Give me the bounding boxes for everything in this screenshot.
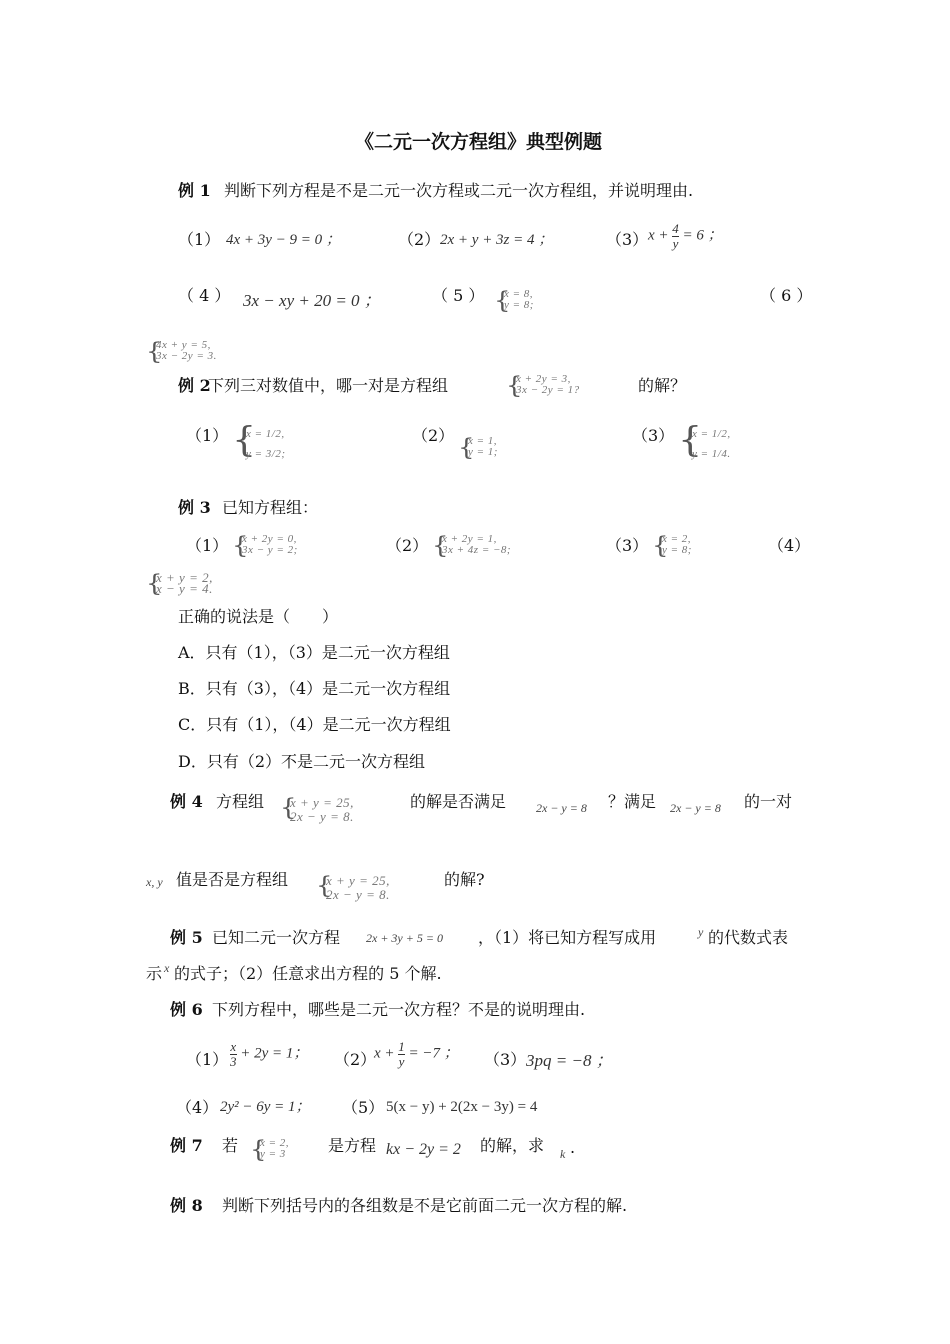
sys-row: y = 1/4.	[692, 448, 731, 460]
brace-icon: {	[652, 532, 669, 560]
sys-row: x = 1,	[468, 435, 498, 447]
ex2-text-after: 的解？	[638, 376, 687, 395]
brace-icon: {	[316, 872, 333, 900]
ex7-t1: 若	[222, 1136, 239, 1155]
sys-row: y = 8;	[504, 299, 534, 311]
ex6-i1-post: + 2y = 1；	[240, 1045, 309, 1062]
ex3-item4-num: （4）	[768, 536, 811, 555]
sys-row: x − y = 4.	[156, 581, 213, 596]
ex1-item3-pre: x +	[648, 227, 669, 244]
ex1-label: 例 1	[178, 181, 211, 200]
ex8-label: 例 8	[170, 1196, 203, 1215]
ex3-choice-d: D．只有（2）不是二元一次方程组	[178, 752, 426, 771]
ex3-choice-a: A．只有（1），（3）是二元一次方程组	[178, 643, 450, 662]
brace-icon: {	[506, 372, 523, 400]
sys-row: x = 1/2,	[692, 428, 731, 440]
ex3-item3-num: （3）	[606, 536, 649, 555]
brace-icon: {	[250, 1136, 267, 1164]
frac-den: 3	[230, 1053, 237, 1069]
brace-icon: {	[146, 338, 163, 366]
ex5-var-y: y	[698, 925, 704, 939]
sys-row: x + y = 2,	[156, 570, 213, 585]
ex1-item4-expr: 3x − xy + 20 = 0 ；	[243, 291, 381, 310]
ex4-t4: 的一对	[744, 792, 793, 811]
ex5-t3: 的代数式表	[708, 928, 789, 947]
ex3-choice-b: B．只有（3），（4）是二元一次方程组	[178, 679, 451, 698]
ex6-i3-num: （3）	[484, 1050, 527, 1069]
ex7-t3: 的解，求	[480, 1136, 545, 1155]
sys-row: 3x + 4z = −8;	[442, 544, 512, 556]
ex1-item5-num: （ 5 ）	[432, 286, 485, 305]
ex4-eq: 2x − y = 8	[536, 801, 587, 815]
sys-row: y = 8;	[662, 544, 692, 556]
sys-row: 2x − y = 8.	[290, 809, 354, 824]
ex4-t6: 的解?	[444, 870, 485, 889]
ex3-choice-c: C．只有（1），（4）是二元一次方程组	[178, 715, 451, 734]
sys-row: 4x + y = 5,	[156, 339, 211, 351]
sys-row: x = 8,	[504, 288, 534, 300]
ex6-i2-fraction	[398, 1040, 405, 1068]
ex3-item2-num: （2）	[386, 536, 429, 555]
ex6-i2-post: = −7 ；	[408, 1045, 459, 1062]
sys-row: x + y = 25,	[326, 873, 390, 888]
ex7-eq: kx − 2y = 2	[386, 1141, 461, 1158]
ex5-t2: ，（1）将已知方程写成用	[478, 928, 657, 947]
ex6-i2-expr	[374, 1040, 459, 1068]
ex2-label: 例 2	[178, 376, 211, 395]
ex4-xy: x, y	[146, 875, 163, 889]
ex6-i4-num: （4）	[176, 1098, 219, 1117]
ex6-label: 例 6	[170, 1000, 203, 1019]
frac-den: y	[398, 1053, 405, 1069]
ex1-text: 判断下列方程是不是二元一次方程或二元一次方程组，并说明理由.	[224, 181, 694, 200]
sys-row: x + 2y = 1,	[442, 533, 497, 545]
ex2-opt3-num: （3）	[632, 426, 675, 445]
frac-num: 4	[672, 221, 679, 236]
ex2-opt2-num: （2）	[412, 426, 455, 445]
ex1-item2-expr: 2x + y + 3z = 4 ；	[440, 232, 554, 248]
sys-row: y = 3	[260, 1148, 286, 1160]
sys-row: x + 2y = 0,	[242, 533, 297, 545]
brace-icon: {	[232, 420, 257, 460]
ex5-t4: 示	[146, 964, 163, 983]
frac-num: x	[230, 1039, 237, 1054]
sys-row: y = 1;	[468, 446, 498, 458]
ex6-i1-num: （1）	[186, 1050, 229, 1069]
sys-row: x + y = 25,	[290, 795, 354, 810]
ex7-t4: .	[570, 1138, 576, 1157]
sys-row: 3x − y = 2;	[242, 544, 298, 556]
ex4-t3: ？满足	[608, 792, 657, 811]
sys-row: y = 3/2;	[246, 448, 286, 460]
frac-den: y	[672, 235, 679, 251]
ex6-i4-expr: 2y² − 6y = 1；	[220, 1099, 311, 1115]
ex4-label: 例 4	[170, 792, 203, 811]
sys-row: 3x − 2y = 1?	[516, 384, 580, 396]
brace-icon: {	[458, 434, 475, 462]
ex4-eq-repeat: 2x − y = 8	[670, 801, 721, 815]
ex3-label: 例 3	[178, 498, 211, 517]
ex1-item3-fraction	[672, 222, 679, 250]
brace-icon: {	[494, 287, 511, 315]
sys-row: x = 2,	[260, 1137, 290, 1149]
ex5-t5: 的式子；（2）任意求出方程的 5 个解.	[174, 964, 442, 983]
ex6-i5-num: （5）	[342, 1098, 385, 1117]
sys-row: 3x − 2y = 3.	[156, 350, 217, 362]
brace-icon: {	[432, 532, 449, 560]
sys-row: 2x − y = 8.	[326, 887, 390, 902]
sys-row: x + 2y = 3,	[516, 373, 571, 385]
ex5-eq: 2x + 3y + 5 = 0	[366, 931, 443, 945]
ex7-label: 例 7	[170, 1136, 203, 1155]
ex6-i1-expr	[230, 1040, 308, 1068]
sys-row: x = 2,	[662, 533, 692, 545]
ex1-item1-num: （1）	[178, 230, 221, 249]
ex1-item4-num: （ 4 ）	[178, 286, 231, 305]
ex6-i2-pre: x +	[374, 1045, 395, 1062]
ex6-i1-fraction	[230, 1040, 237, 1068]
ex6-text: 下列方程中，哪些是二元一次方程？不是的说明理由.	[212, 1000, 586, 1019]
ex1-item3-expr	[648, 222, 723, 250]
ex5-var-x: x	[164, 961, 170, 975]
ex1-item3-num: （3）	[606, 230, 649, 249]
ex1-item2-num: （2）	[398, 230, 441, 249]
ex5-t1: 已知二元一次方程	[212, 928, 341, 947]
ex3-item1-num: （1）	[186, 536, 229, 555]
brace-icon: {	[678, 420, 703, 460]
ex1-item1-expr: 4x + 3y − 9 = 0 ；	[226, 232, 341, 248]
ex6-i2-num: （2）	[334, 1050, 377, 1069]
ex3-question: 正确的说法是（ ）	[178, 607, 339, 626]
ex4-t2: 的解是否满足	[410, 792, 507, 811]
ex6-i3-expr: 3pq = −8 ；	[526, 1051, 613, 1070]
ex7-var-k: k	[560, 1147, 566, 1161]
ex2-text-before: 下列三对数值中，哪一对是方程组	[208, 376, 449, 395]
ex8-text: 判断下列括号内的各组数是不是它前面二元一次方程的解.	[222, 1196, 628, 1215]
page-title: 《二元一次方程组》典型例题	[355, 131, 603, 153]
brace-icon: {	[146, 570, 163, 598]
ex3-text: 已知方程组：	[222, 498, 319, 517]
ex1-item3-post: = 6 ；	[682, 227, 723, 244]
ex7-t2: 是方程	[328, 1136, 377, 1155]
brace-icon: {	[232, 532, 249, 560]
ex2-opt1-num: （1）	[186, 426, 229, 445]
sys-row: x = 1/2,	[246, 428, 285, 440]
brace-icon: {	[280, 794, 297, 822]
ex4-t1: 方程组	[216, 792, 265, 811]
ex5-label: 例 5	[170, 928, 203, 947]
ex6-i5-expr: 5(x − y) + 2(2x − 3y) = 4	[386, 1099, 538, 1115]
ex1-item6-num: （ 6 ）	[760, 286, 813, 305]
frac-num: 1	[398, 1039, 405, 1054]
ex4-t5: 值是否是方程组	[176, 870, 289, 889]
